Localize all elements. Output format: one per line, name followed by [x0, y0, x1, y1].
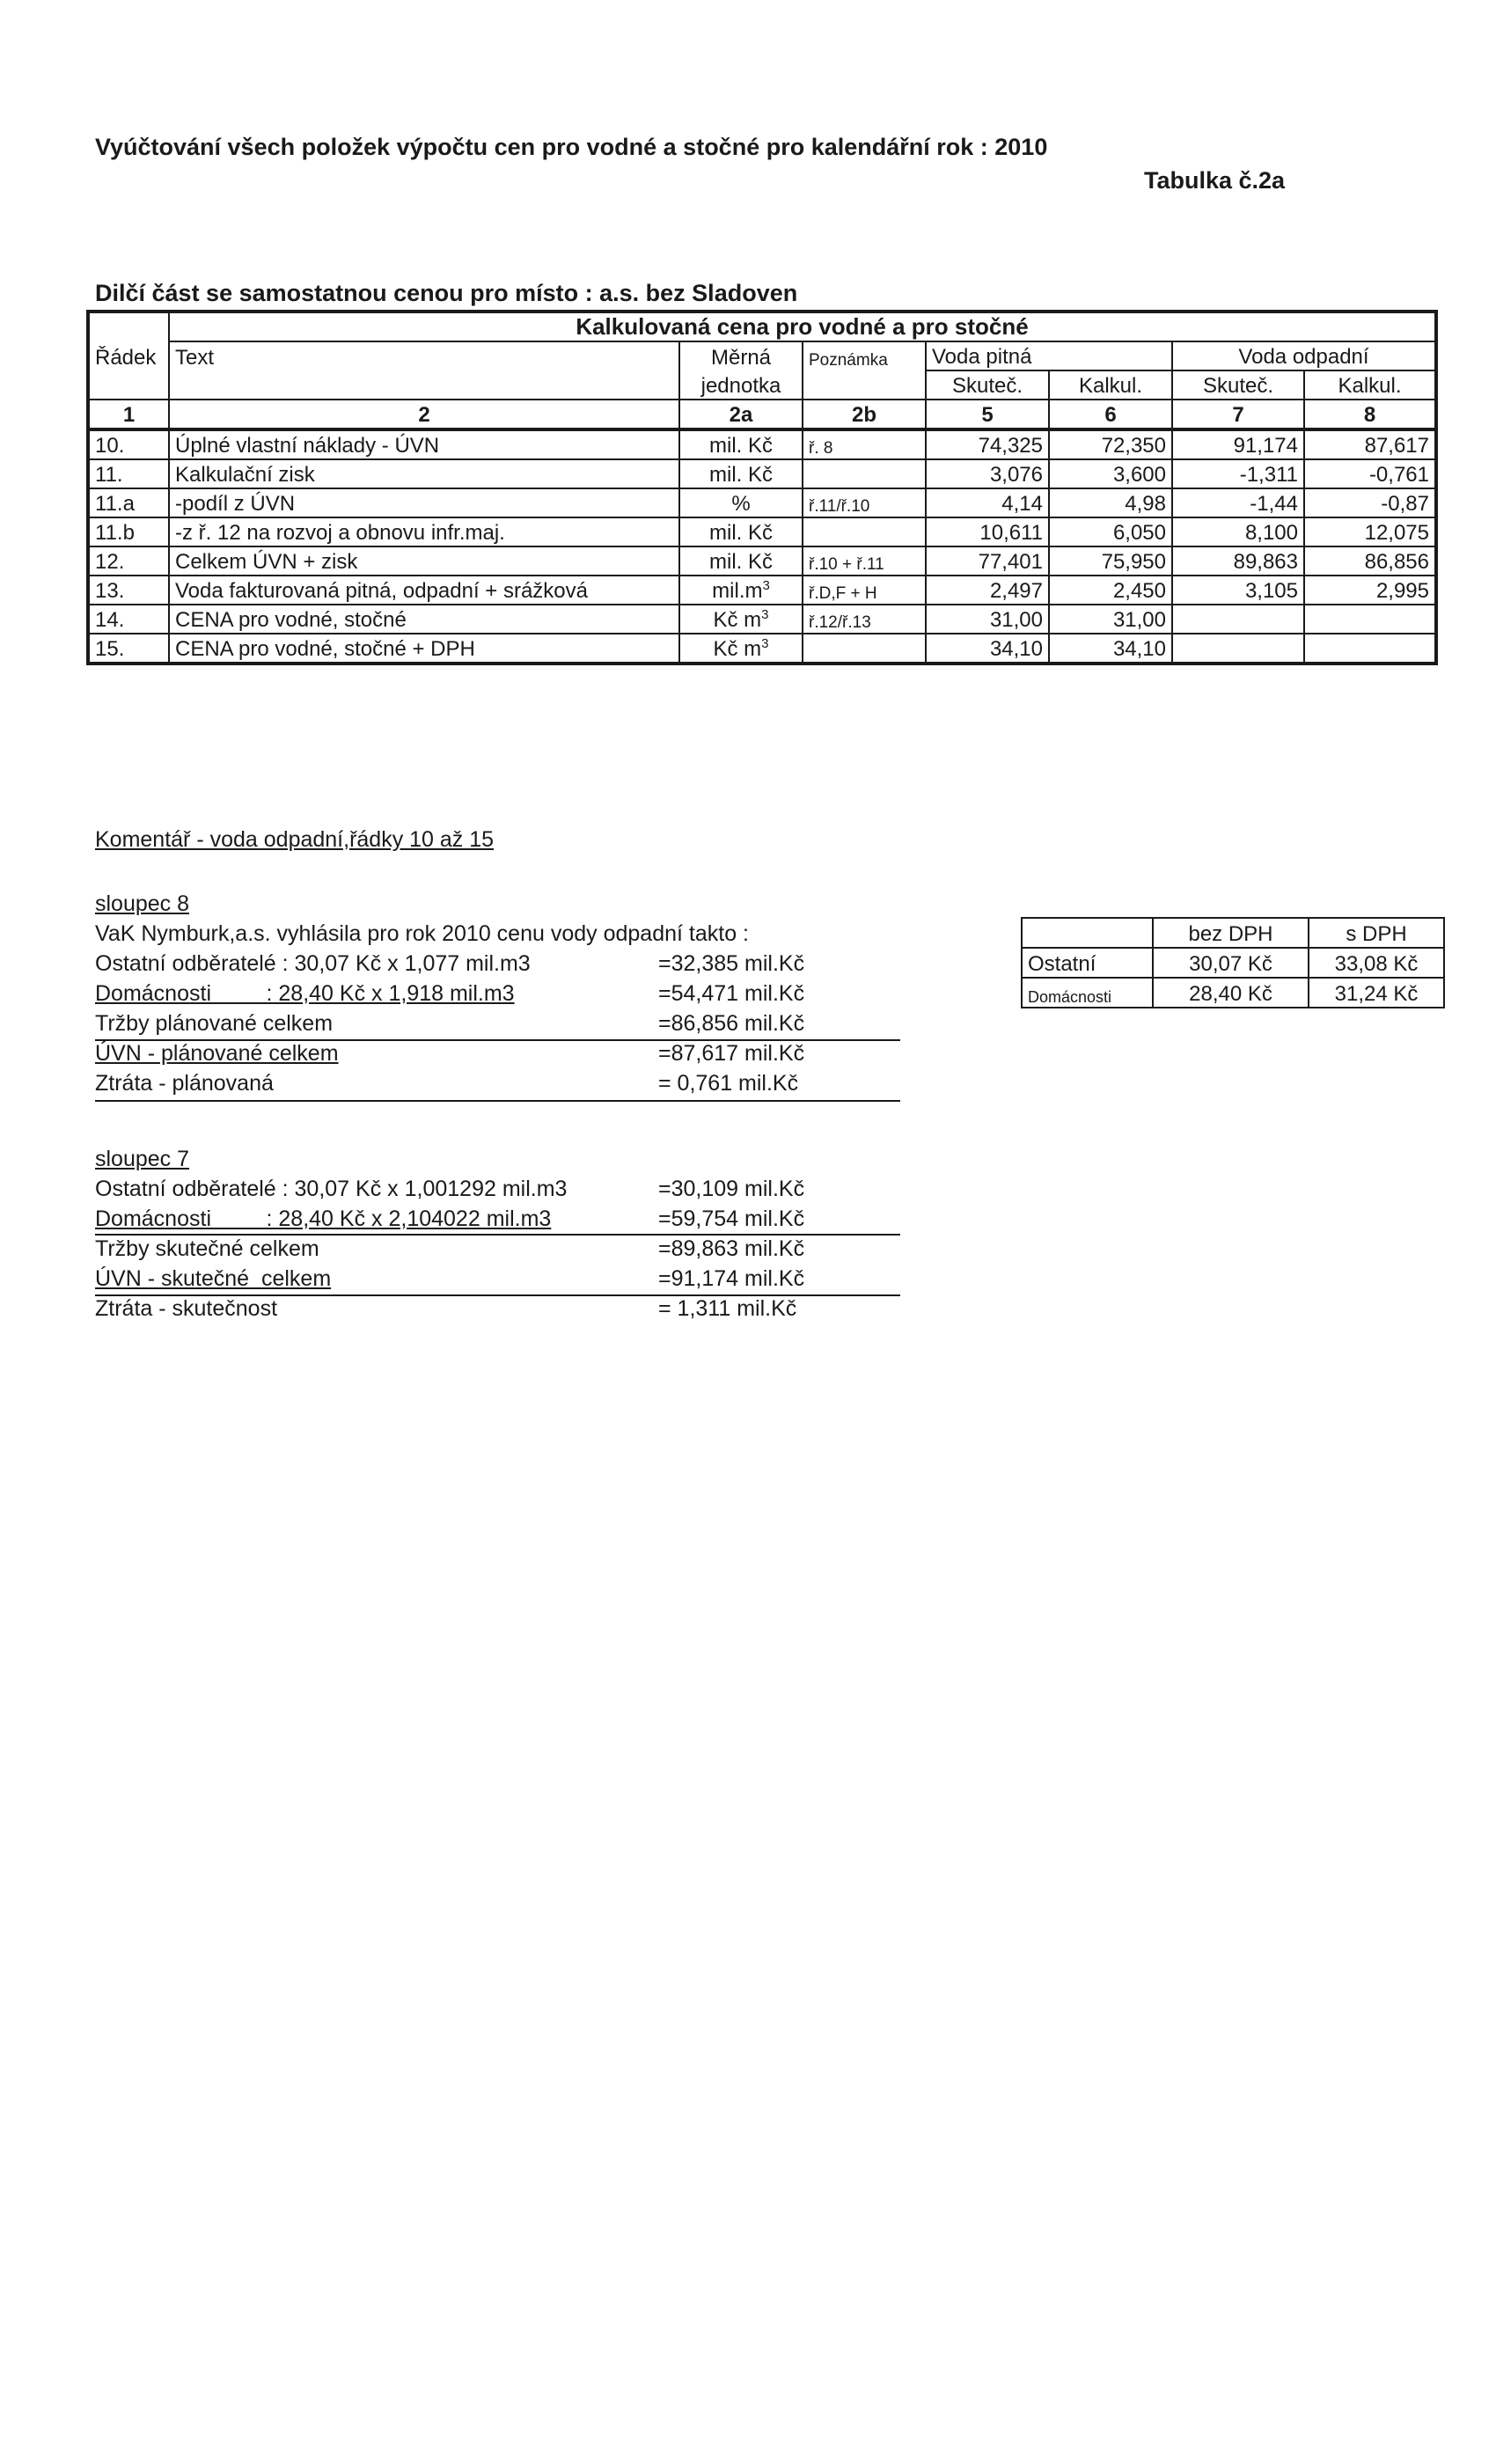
- row-value-8: 87,617: [1304, 429, 1436, 459]
- col-number: 1: [88, 400, 169, 429]
- table-row: [88, 634, 1436, 664]
- price-bez: 28,40 Kč: [1153, 978, 1309, 1008]
- row-unit: mil. Kč: [679, 517, 803, 546]
- col-number: 2b: [803, 400, 926, 429]
- comment-block-sloupec-8: [95, 889, 805, 1098]
- header-sub-5: Skuteč.: [926, 370, 1049, 400]
- row-value-6: 34,10: [1049, 634, 1172, 664]
- row-note: [803, 459, 926, 488]
- price-header-bez: bez DPH: [1153, 918, 1309, 948]
- row-value-7: 89,863: [1172, 546, 1304, 576]
- row-unit: mil. Kč: [679, 429, 803, 459]
- header-voda-pitna: Voda pitná: [926, 341, 1172, 370]
- price-s: 33,08 Kč: [1309, 948, 1444, 978]
- row-value-5: 74,325: [926, 429, 1049, 459]
- header-radek: Řádek: [88, 341, 169, 370]
- row-unit: $mil.m^3$: [679, 576, 803, 605]
- table-row: [88, 517, 1436, 546]
- row-note: ř.12/ř.13: [803, 605, 926, 634]
- price-row-label: Ostatní: [1022, 948, 1153, 978]
- price-table: [1021, 917, 1445, 1008]
- header-voda-odpadni: Voda odpadní: [1172, 341, 1436, 370]
- table-row: [88, 546, 1436, 576]
- row-text: Celkem ÚVN + zisk: [169, 546, 679, 576]
- row-value-7: 8,100: [1172, 517, 1304, 546]
- block-line: Ostatní odběratelé : 30,07 Kč x 1,001292 mil.m3 =30,109 mil.Kč: [95, 1177, 805, 1201]
- row-unit: mil. Kč: [679, 459, 803, 488]
- block-line: ÚVN - skutečné celkem =91,174 mil.Kč: [95, 1266, 805, 1291]
- row-value-5: 3,076: [926, 459, 1049, 488]
- row-text: Úplné vlastní náklady - ÚVN: [169, 429, 679, 459]
- row-value-7: -1,44: [1172, 488, 1304, 517]
- price-row-label: Domácnosti: [1022, 978, 1153, 1008]
- row-note: ř. 8: [803, 429, 926, 459]
- block-heading: sloupec 7: [95, 1147, 190, 1171]
- row-text: -podíl z ÚVN: [169, 488, 679, 517]
- block-line: ÚVN - plánované celkem =87,617 mil.Kč: [95, 1041, 805, 1066]
- col-number: 8: [1304, 400, 1436, 429]
- row-value-8: 2,995: [1304, 576, 1436, 605]
- row-value-8: 86,856: [1304, 546, 1436, 576]
- table-row: [88, 605, 1436, 634]
- block-intro: VaK Nymburk,a.s. vyhlásila pro rok 2010 cenu vody odpadní takto :: [95, 921, 749, 946]
- table-row: [88, 576, 1436, 605]
- comment-block-sloupec-7: [95, 1144, 805, 1324]
- table-row: [88, 488, 1436, 517]
- row-note: ř.D,F + H: [803, 576, 926, 605]
- comment-title: Komentář - voda odpadní,řádky 10 až 15: [95, 827, 495, 852]
- row-unit: Kč $m^3$: [679, 634, 803, 664]
- row-text: Kalkulační zisk: [169, 459, 679, 488]
- price-s: 31,24 Kč: [1309, 978, 1444, 1008]
- row-value-6: 31,00: [1049, 605, 1172, 634]
- row-number: 13.: [88, 576, 169, 605]
- block-heading: sloupec 8: [95, 891, 190, 916]
- block-line: Domácnosti : 28,40 Kč x 2,104022 mil.m3 =59,754 mil.Kč: [95, 1206, 805, 1231]
- row-number: 10.: [88, 429, 169, 459]
- row-note: ř.11/ř.10: [803, 488, 926, 517]
- table-row: [88, 429, 1436, 459]
- page-title: Vyúčtování všech položek výpočtu cen pro vodné a stočné pro kalendářní rok : 2010: [95, 134, 1048, 160]
- row-value-5: 2,497: [926, 576, 1049, 605]
- row-value-5: 31,00: [926, 605, 1049, 634]
- row-number: 15.: [88, 634, 169, 664]
- row-text: CENA pro vodné, stočné + DPH: [169, 634, 679, 664]
- row-value-7: 91,174: [1172, 429, 1304, 459]
- row-text: CENA pro vodné, stočné: [169, 605, 679, 634]
- row-value-8: -0,761: [1304, 459, 1436, 488]
- block-line: Tržby plánované celkem =86,856 mil.Kč: [95, 1011, 805, 1036]
- row-number: 12.: [88, 546, 169, 576]
- row-value-6: 75,950: [1049, 546, 1172, 576]
- col-number: 2a: [679, 400, 803, 429]
- row-note: [803, 517, 926, 546]
- row-note: [803, 634, 926, 664]
- row-unit: %: [679, 488, 803, 517]
- col-number: 2: [169, 400, 679, 429]
- price-bez: 30,07 Kč: [1153, 948, 1309, 978]
- row-value-5: 10,611: [926, 517, 1049, 546]
- row-value-7: [1172, 634, 1304, 664]
- row-value-5: 34,10: [926, 634, 1049, 664]
- header-sub-7: Skuteč.: [1172, 370, 1304, 400]
- price-header-s: s DPH: [1309, 918, 1444, 948]
- table-group-title: Kalkulovaná cena pro vodné a pro stočné: [169, 312, 1436, 341]
- table-row: [88, 459, 1436, 488]
- row-text: -z ř. 12 na rozvoj a obnovu infr.maj.: [169, 517, 679, 546]
- row-value-7: [1172, 605, 1304, 634]
- block-line: Tržby skutečné celkem =89,863 mil.Kč: [95, 1236, 805, 1261]
- row-value-7: 3,105: [1172, 576, 1304, 605]
- row-value-6: 4,98: [1049, 488, 1172, 517]
- header-jednotka-2: jednotka: [679, 370, 803, 400]
- divider: [95, 1100, 900, 1102]
- col-number: 7: [1172, 400, 1304, 429]
- row-value-6: 3,600: [1049, 459, 1172, 488]
- col-number: 5: [926, 400, 1049, 429]
- block-line: Domácnosti : 28,40 Kč x 1,918 mil.m3 =54,471 mil.Kč: [95, 981, 805, 1006]
- header-text: Text: [169, 341, 679, 370]
- row-value-8: -0,87: [1304, 488, 1436, 517]
- row-value-6: 72,350: [1049, 429, 1172, 459]
- table-code: Tabulka č.2a: [1144, 167, 1286, 194]
- col-number: 6: [1049, 400, 1172, 429]
- row-value-5: 77,401: [926, 546, 1049, 576]
- header-sub-8: Kalkul.: [1304, 370, 1436, 400]
- section-title: Dilčí část se samostatnou cenou pro místo : a.s. bez Sladoven: [95, 280, 798, 306]
- block-line: Ztráta - plánovaná = 0,761 mil.Kč: [95, 1071, 799, 1096]
- row-value-8: [1304, 634, 1436, 664]
- row-value-6: 2,450: [1049, 576, 1172, 605]
- row-note: ř.10 + ř.11: [803, 546, 926, 576]
- row-unit: Kč $m^3$: [679, 605, 803, 634]
- row-number: 11.: [88, 459, 169, 488]
- header-jednotka-1: Měrná: [679, 341, 803, 370]
- row-value-8: 12,075: [1304, 517, 1436, 546]
- row-value-8: [1304, 605, 1436, 634]
- row-number: 11.a: [88, 488, 169, 517]
- row-value-5: 4,14: [926, 488, 1049, 517]
- row-value-7: -1,311: [1172, 459, 1304, 488]
- header-poznamka: Poznámka: [803, 341, 926, 370]
- row-unit: mil. Kč: [679, 546, 803, 576]
- block-line: Ostatní odběratelé : 30,07 Kč x 1,077 mil.m3 =32,385 mil.Kč: [95, 951, 805, 976]
- calculation-table: [86, 310, 1438, 665]
- row-text: Voda fakturovaná pitná, odpadní + srážková: [169, 576, 679, 605]
- row-number: 14.: [88, 605, 169, 634]
- header-sub-6: Kalkul.: [1049, 370, 1172, 400]
- row-value-6: 6,050: [1049, 517, 1172, 546]
- row-number: 11.b: [88, 517, 169, 546]
- block-line: Ztráta - skutečnost = 1,311 mil.Kč: [95, 1296, 797, 1321]
